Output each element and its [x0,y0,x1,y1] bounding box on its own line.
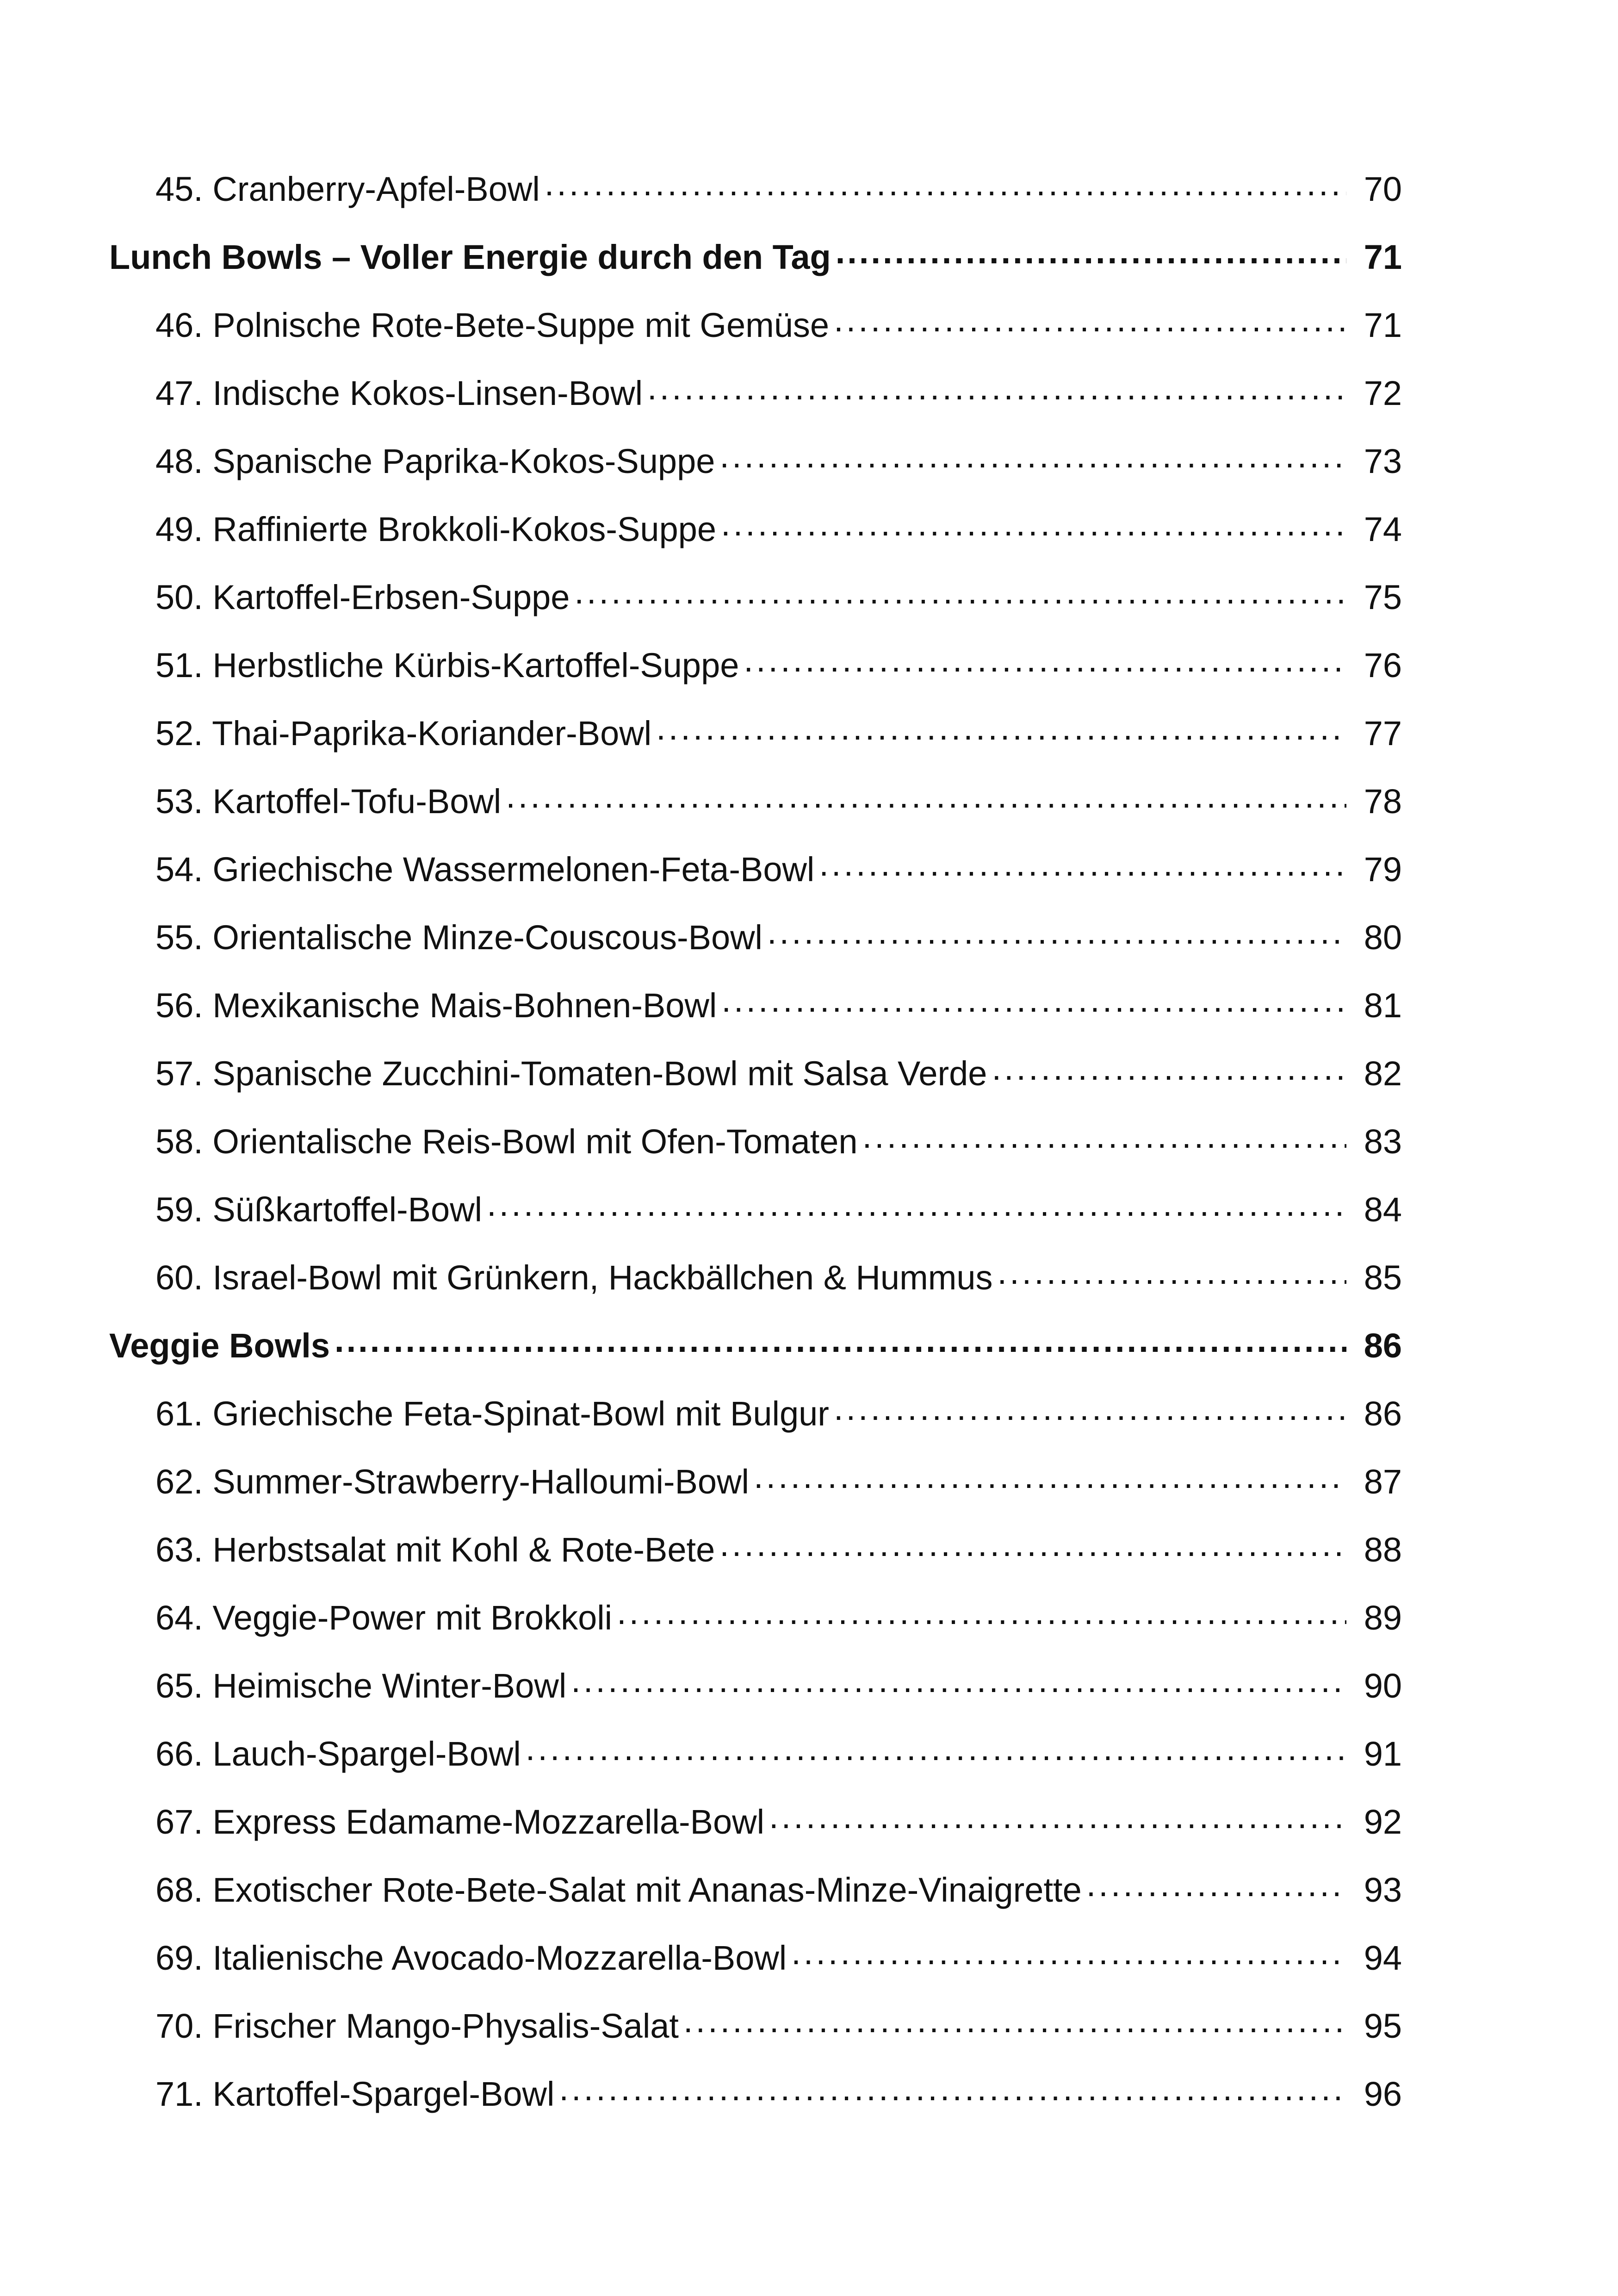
toc-entry-title: 52. Thai-Paprika-Koriander-Bowl [155,714,652,753]
toc-entry-title: 68. Exotischer Rote-Bete-Salat mit Ananas-Minze-Vinaigrette [155,1871,1082,1909]
toc-entry-title: 71. Kartoffel-Spargel-Bowl [155,2075,555,2113]
toc-entry[interactable] [109,575,1402,643]
dot-leader [526,1731,1346,1766]
toc-page-number: 92 [1364,1803,1402,1841]
toc-entry-title: 56. Mexikanische Mais-Bohnen-Bowl [155,986,717,1025]
toc-entry-title: 66. Lauch-Spargel-Bowl [155,1735,521,1773]
toc-entry[interactable] [109,1663,1402,1731]
toc-page-number: 73 [1364,442,1402,480]
dot-leader [721,507,1346,541]
toc-page-number: 88 [1364,1531,1402,1569]
toc-entry[interactable] [109,167,1402,235]
toc-page-number: 70 [1364,170,1402,208]
dot-leader [545,167,1346,201]
table-of-contents [109,167,1402,2140]
toc-entry[interactable] [109,303,1402,371]
toc-entry[interactable] [109,371,1402,439]
dot-leader [754,1459,1346,1493]
toc-page-number: 80 [1364,918,1402,957]
toc-entry-title: 55. Orientalische Minze-Couscous-Bowl [155,918,763,957]
dot-leader [721,983,1346,1017]
toc-page-number: 96 [1364,2075,1402,2113]
toc-entry-title: 61. Griechische Feta-Spinat-Bowl mit Bulgur [155,1394,829,1433]
toc-entry[interactable] [109,507,1402,575]
toc-entry-title: 57. Spanische Zucchini-Tomaten-Bowl mit Salsa Verde [155,1054,987,1093]
toc-entry-title: 53. Kartoffel-Tofu-Bowl [155,782,502,821]
toc-section-heading[interactable] [109,1323,1402,1391]
toc-entry-title: 63. Herbstsalat mit Kohl & Rote-Bete [155,1531,715,1569]
toc-page-number: 87 [1364,1462,1402,1501]
toc-entry-title: 47. Indische Kokos-Linsen-Bowl [155,374,643,412]
toc-entry[interactable] [109,1527,1402,1595]
toc-entry[interactable] [109,1935,1402,2004]
toc-page-number: 84 [1364,1190,1402,1229]
toc-entry-title: 62. Summer-Strawberry-Halloumi-Bowl [155,1462,749,1501]
toc-entry-title: 50. Kartoffel-Erbsen-Suppe [155,578,570,616]
dot-leader [559,2072,1346,2106]
toc-entry[interactable] [109,1799,1402,1867]
toc-section-title: Lunch Bowls – Voller Energie durch den Tag [109,238,831,276]
toc-section-title: Veggie Bowls [109,1326,330,1365]
toc-entry[interactable] [109,983,1402,1051]
toc-page-number: 71 [1364,306,1402,344]
dot-leader [998,1255,1346,1289]
toc-page-number: 77 [1364,714,1402,753]
dot-leader [744,643,1346,677]
toc-entry[interactable] [109,1255,1402,1323]
toc-entry-title: 54. Griechische Wassermelonen-Feta-Bowl [155,850,815,889]
dot-leader [719,1527,1346,1562]
toc-entry[interactable] [109,1731,1402,1799]
toc-page-number: 78 [1364,782,1402,821]
toc-page-number: 86 [1364,1394,1402,1433]
toc-entry-title: 60. Israel-Bowl mit Grünkern, Hackbällchen & Hummus [155,1258,993,1297]
toc-section-heading[interactable] [109,235,1402,303]
dot-leader [506,779,1346,813]
toc-entry-title: 69. Italienische Avocado-Mozzarella-Bowl [155,1939,787,1977]
toc-page-number: 76 [1364,646,1402,684]
dot-leader [487,1187,1346,1221]
dot-leader [769,1799,1346,1834]
toc-entry-title: 65. Heimische Winter-Bowl [155,1667,567,1705]
toc-page-number: 79 [1364,850,1402,889]
toc-page-number: 82 [1364,1054,1402,1093]
dot-leader [767,915,1346,949]
dot-leader [656,711,1346,745]
toc-page-number: 75 [1364,578,1402,616]
toc-page-number: 94 [1364,1939,1402,1977]
dot-leader [1086,1867,1346,1902]
dot-leader [862,1119,1346,1153]
toc-page-number: 71 [1364,238,1402,276]
toc-page-number: 93 [1364,1871,1402,1909]
toc-entry-title: 64. Veggie-Power mit Brokkoli [155,1599,613,1637]
toc-entry[interactable] [109,847,1402,915]
toc-entry-title: 51. Herbstliche Kürbis-Kartoffel-Suppe [155,646,739,684]
toc-page-number: 90 [1364,1667,1402,1705]
toc-page-number: 83 [1364,1122,1402,1161]
toc-entry[interactable] [109,1187,1402,1255]
dot-leader [836,235,1346,269]
toc-entry[interactable] [109,2072,1402,2140]
toc-entry[interactable] [109,439,1402,507]
toc-entry-title: 45. Cranberry-Apfel-Bowl [155,170,540,208]
toc-entry[interactable] [109,643,1402,711]
toc-entry-title: 59. Süßkartoffel-Bowl [155,1190,483,1229]
toc-entry[interactable] [109,1119,1402,1187]
toc-page-number: 89 [1364,1599,1402,1637]
toc-entry-title: 58. Orientalische Reis-Bowl mit Ofen-Tomaten [155,1122,858,1161]
dot-leader [992,1051,1346,1085]
dot-leader [834,303,1346,337]
toc-page-number: 81 [1364,986,1402,1025]
dot-leader [335,1323,1346,1357]
dot-leader [819,847,1346,881]
dot-leader [791,1935,1346,1970]
toc-entry-title: 70. Frischer Mango-Physalis-Salat [155,2007,679,2045]
dot-leader [571,1663,1346,1698]
toc-entry[interactable] [109,1459,1402,1527]
toc-entry[interactable] [109,1391,1402,1459]
dot-leader [834,1391,1346,1425]
toc-entry[interactable] [109,711,1402,779]
toc-entry[interactable] [109,915,1402,983]
dot-leader [683,2004,1346,2038]
toc-entry[interactable] [109,1867,1402,1935]
toc-page-number: 85 [1364,1258,1402,1297]
toc-entry[interactable] [109,1595,1402,1663]
toc-page-number: 74 [1364,510,1402,548]
dot-leader [574,575,1346,609]
toc-entry-title: 48. Spanische Paprika-Kokos-Suppe [155,442,715,480]
toc-page-number: 86 [1364,1326,1402,1365]
toc-entry[interactable] [109,1051,1402,1119]
toc-page-number: 72 [1364,374,1402,412]
dot-leader [617,1595,1346,1630]
toc-entry[interactable] [109,2004,1402,2072]
dot-leader [719,439,1346,473]
dot-leader [647,371,1346,405]
toc-entry-title: 67. Express Edamame-Mozzarella-Bowl [155,1803,765,1841]
toc-entry[interactable] [109,779,1402,847]
toc-page-number: 95 [1364,2007,1402,2045]
toc-page-number: 91 [1364,1735,1402,1773]
toc-entry-title: 46. Polnische Rote-Bete-Suppe mit Gemüse [155,306,830,344]
toc-entry-title: 49. Raffinierte Brokkoli-Kokos-Suppe [155,510,717,548]
